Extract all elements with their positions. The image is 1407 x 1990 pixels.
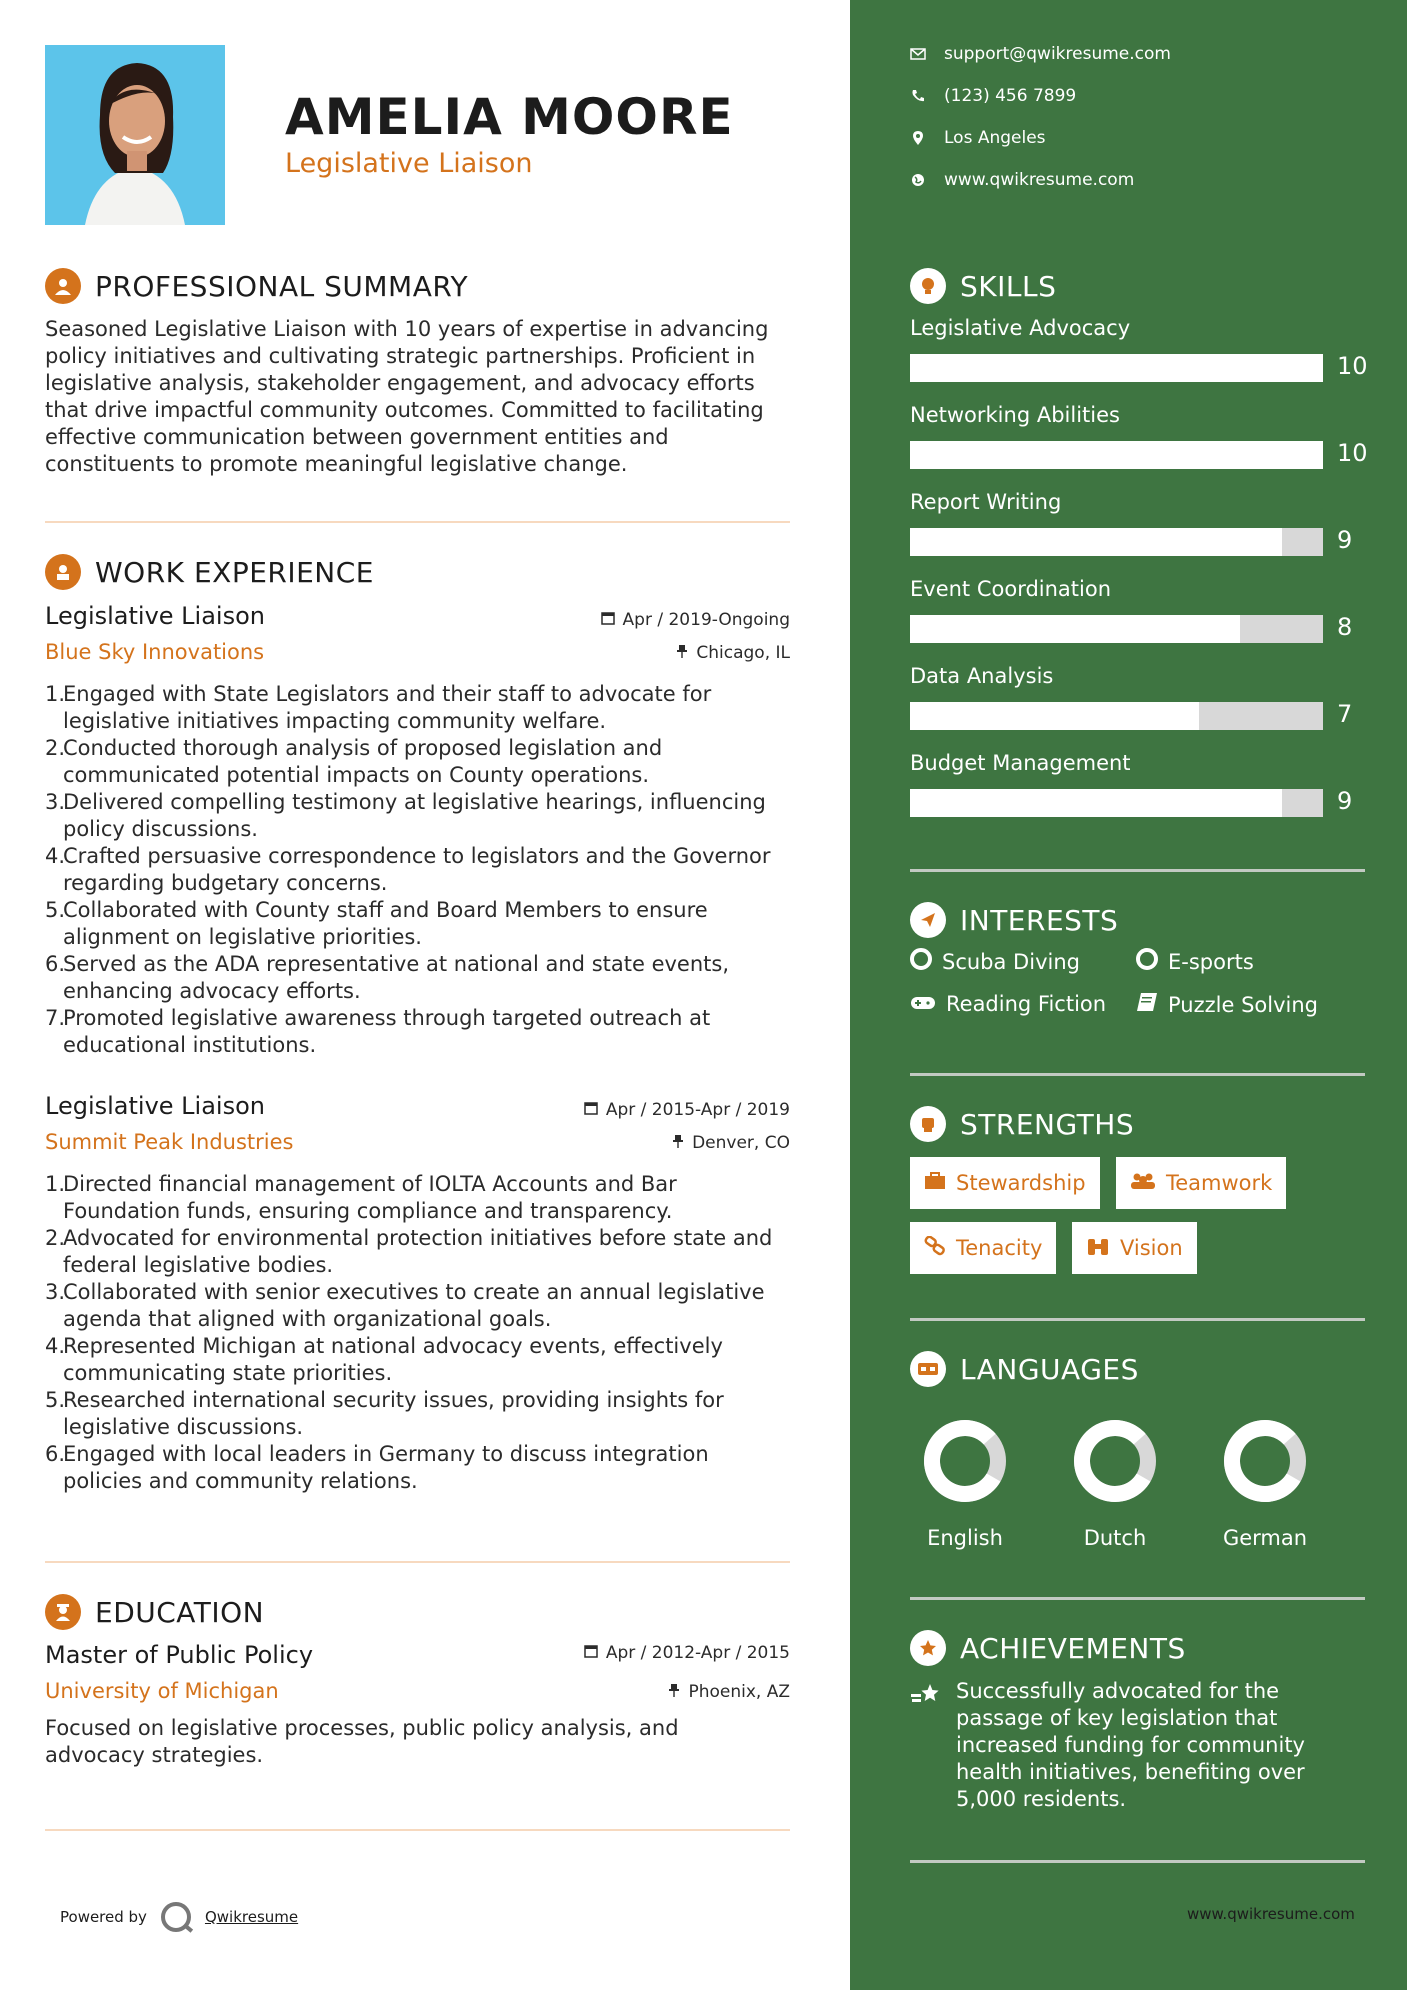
list-item: Advocated for environmental protection initiatives before state and federal legislative bodies. (63, 1226, 773, 1277)
section-divider (910, 1597, 1365, 1600)
email-text: support@qwikresume.com (944, 44, 1171, 64)
skill-label: Event Coordination (910, 577, 1112, 601)
interest-item (1136, 948, 1254, 975)
section-divider (45, 1561, 790, 1563)
calendar-icon (584, 1100, 598, 1120)
language-level-ring (1222, 1418, 1308, 1504)
language-name: Dutch (1083, 1526, 1147, 1550)
contact-website[interactable] (910, 170, 1134, 190)
lightbulb-icon (910, 268, 946, 304)
skill-label: Legislative Advocacy (910, 316, 1131, 340)
language-name: English (927, 1526, 1003, 1550)
job-bullets (45, 1171, 790, 1495)
skill-bar-fill (910, 528, 1282, 556)
skill-label: Budget Management (910, 751, 1131, 775)
language-item (1060, 1418, 1170, 1550)
life-ring-icon (910, 948, 932, 975)
strength-badge (910, 1222, 1056, 1274)
list-item: Crafted persuasive correspondence to legislators and the Governor regarding budgetary concerns. (63, 844, 771, 895)
job-date (500, 610, 790, 630)
section-title: INTERESTS (960, 903, 1119, 937)
calendar-icon (601, 610, 615, 630)
list-item: Delivered compelling testimony at legislative hearings, influencing policy discussions. (63, 790, 766, 841)
language-item (1210, 1418, 1320, 1550)
list-item: Promoted legislative awareness through targeted outreach at educational institutions. (63, 1006, 711, 1057)
gamepad-icon (910, 992, 936, 1016)
powered-by-label: Powered by (60, 1908, 147, 1926)
interest-label: Puzzle Solving (1168, 992, 1318, 1017)
star-hand-icon (910, 1682, 944, 1813)
briefcase-user-icon (45, 554, 81, 590)
candidate-name: AMELIA MOORE (285, 88, 734, 146)
interest-label: E-sports (1168, 949, 1254, 974)
brand-link[interactable]: Qwikresume (204, 1908, 299, 1926)
skill-label: Networking Abilities (910, 403, 1120, 427)
paper-plane-icon (910, 902, 946, 938)
book-icon (1136, 992, 1158, 1017)
education-heading (45, 1594, 264, 1630)
interest-item (910, 992, 1106, 1016)
language-icon (910, 1351, 946, 1387)
skill-label: Report Writing (910, 490, 1062, 514)
phone-text: (123) 456 7899 (944, 86, 1077, 106)
section-divider (910, 1318, 1365, 1321)
link-icon (924, 1236, 946, 1261)
job-title: Legislative Liaison (45, 1092, 265, 1120)
globe-icon (910, 172, 926, 188)
interest-label: Scuba Diving (942, 949, 1080, 974)
footer-website[interactable]: www.qwikresume.com (1187, 1905, 1355, 1923)
list-item: Directed financial management of IOLTA Accounts and Bar Foundation funds, ensuring compliance and transparency. (63, 1172, 677, 1223)
language-level-ring (922, 1418, 1008, 1504)
section-title: ACHIEVEMENTS (960, 1631, 1186, 1665)
strength-badge (910, 1157, 1100, 1209)
map-marker-icon (910, 130, 926, 146)
language-name: German (1222, 1526, 1308, 1550)
section-divider (910, 869, 1365, 872)
envelope-icon (910, 46, 926, 62)
job-location-text: Denver, CO (692, 1133, 790, 1153)
skill-bar-fill (910, 702, 1199, 730)
section-title: PROFESSIONAL SUMMARY (95, 269, 469, 303)
pin-icon (672, 1133, 684, 1153)
section-title: SKILLS (960, 269, 1057, 303)
interest-item (910, 948, 1080, 975)
pin-icon (668, 1682, 680, 1702)
school-name: University of Michigan (45, 1679, 279, 1703)
section-title: LANGUAGES (960, 1352, 1139, 1386)
language-item (910, 1418, 1020, 1550)
summary-heading (45, 268, 468, 304)
pin-icon (676, 643, 688, 663)
language-level-ring (1072, 1418, 1158, 1504)
skill-bar-track (910, 354, 1323, 382)
profile-photo (45, 45, 225, 225)
candidate-title: Legislative Liaison (285, 148, 533, 179)
skill-bar-fill (910, 354, 1323, 382)
skills-heading (910, 268, 1056, 304)
section-divider (910, 1860, 1365, 1863)
education-date-text: Apr / 2012-Apr / 2015 (605, 1643, 790, 1663)
education-description: Focused on legislative processes, public policy analysis, and advocacy strategies. (45, 1716, 679, 1767)
strength-label: Stewardship (956, 1171, 1086, 1195)
section-divider (45, 521, 790, 523)
skill-value: 8 (1337, 613, 1353, 641)
calendar-icon (584, 1643, 598, 1663)
education-date (500, 1643, 790, 1663)
sidebar (850, 0, 1407, 1990)
list-item: Collaborated with County staff and Board Members to ensure alignment on legislative priorities. (63, 898, 708, 949)
job-bullets (45, 681, 790, 1059)
skill-label: Data Analysis (910, 664, 1054, 688)
skill-value: 9 (1337, 787, 1353, 815)
strength-label: Tenacity (956, 1236, 1043, 1260)
contact-phone[interactable] (910, 86, 1076, 106)
interest-item (1136, 992, 1318, 1017)
life-ring-icon (1136, 948, 1158, 975)
skill-bar-track (910, 441, 1323, 469)
fist-icon (910, 1106, 946, 1142)
users-icon (1130, 1171, 1156, 1195)
binoculars-icon (1086, 1236, 1110, 1261)
section-title: WORK EXPERIENCE (95, 555, 374, 589)
skill-bar-track (910, 702, 1323, 730)
job-location (500, 1133, 790, 1153)
job-date-text: Apr / 2019-Ongoing (622, 610, 790, 630)
degree-title: Master of Public Policy (45, 1641, 314, 1669)
skill-bar-fill (910, 789, 1282, 817)
skill-value: 7 (1337, 700, 1353, 728)
list-item: Engaged with local leaders in Germany to discuss integration policies and community relations. (63, 1442, 709, 1493)
footer-powered (60, 1902, 298, 1932)
section-divider (910, 1073, 1365, 1076)
achievement-text: Successfully advocated for the passage of key legislation that increased funding for community health initiatives, benefiting over 5,000 residents. (956, 1679, 1305, 1811)
phone-icon (910, 88, 926, 104)
strength-badge (1072, 1222, 1197, 1274)
job-location-text: Chicago, IL (696, 643, 790, 663)
job-company: Blue Sky Innovations (45, 640, 265, 664)
list-item: Represented Michigan at national advocacy events, effectively communicating state priorities. (63, 1334, 723, 1385)
contact-location (910, 128, 1046, 148)
education-location (500, 1682, 790, 1702)
skill-bar-fill (910, 441, 1323, 469)
list-item: Conducted thorough analysis of proposed legislation and communicated potential impacts on County operations. (63, 736, 663, 787)
qwikresume-logo-icon (161, 1902, 191, 1932)
strengths-heading (910, 1106, 1134, 1142)
job-company: Summit Peak Industries (45, 1130, 294, 1154)
summary-text: Seasoned Legislative Liaison with 10 years of expertise in advancing policy initiatives and cultivating strategic partnerships. Proficient in legislative analysis, stakeholder engagement, and advocacy efforts that drive impactful community outcomes. Committed to facilitating effective communication between government entities and constituents to promote meaningful legislative change. (45, 317, 769, 476)
star-badge-icon (910, 1630, 946, 1666)
list-item: Researched international security issues, providing insights for legislative discussions. (63, 1388, 724, 1439)
skill-bar-fill (910, 615, 1240, 643)
achievement-item (910, 1678, 1370, 1813)
website-text: www.qwikresume.com (944, 170, 1135, 190)
section-title: STRENGTHS (960, 1107, 1135, 1141)
list-item: Collaborated with senior executives to create an annual legislative agenda that aligned with organizational goals. (63, 1280, 765, 1331)
strength-label: Vision (1120, 1236, 1183, 1260)
skill-bar-track (910, 789, 1323, 817)
interest-label: Reading Fiction (946, 992, 1107, 1016)
skill-value: 10 (1337, 439, 1368, 467)
job-date (500, 1100, 790, 1120)
job-title: Legislative Liaison (45, 602, 265, 630)
skill-bar-track (910, 615, 1323, 643)
experience-heading (45, 554, 374, 590)
skill-value: 10 (1337, 352, 1368, 380)
strength-badge (1116, 1157, 1286, 1209)
section-title: EDUCATION (95, 1595, 265, 1629)
languages-heading (910, 1351, 1139, 1387)
list-item: Served as the ADA representative at national and state events, enhancing advocacy efforts. (63, 952, 729, 1003)
strength-label: Teamwork (1166, 1171, 1273, 1195)
skill-value: 9 (1337, 526, 1353, 554)
job-date-text: Apr / 2015-Apr / 2019 (605, 1100, 790, 1120)
list-item: Engaged with State Legislators and their staff to advocate for legislative initiatives impacting community welfare. (63, 682, 712, 733)
section-divider (45, 1829, 790, 1831)
location-text: Los Angeles (944, 128, 1046, 148)
education-location-text: Phoenix, AZ (688, 1682, 790, 1702)
skill-bar-track (910, 528, 1323, 556)
achievements-heading (910, 1630, 1186, 1666)
contact-email[interactable] (910, 44, 1171, 64)
user-icon (45, 268, 81, 304)
interests-heading (910, 902, 1118, 938)
job-location (500, 643, 790, 663)
graduate-icon (45, 1594, 81, 1630)
briefcase-icon (924, 1171, 946, 1195)
